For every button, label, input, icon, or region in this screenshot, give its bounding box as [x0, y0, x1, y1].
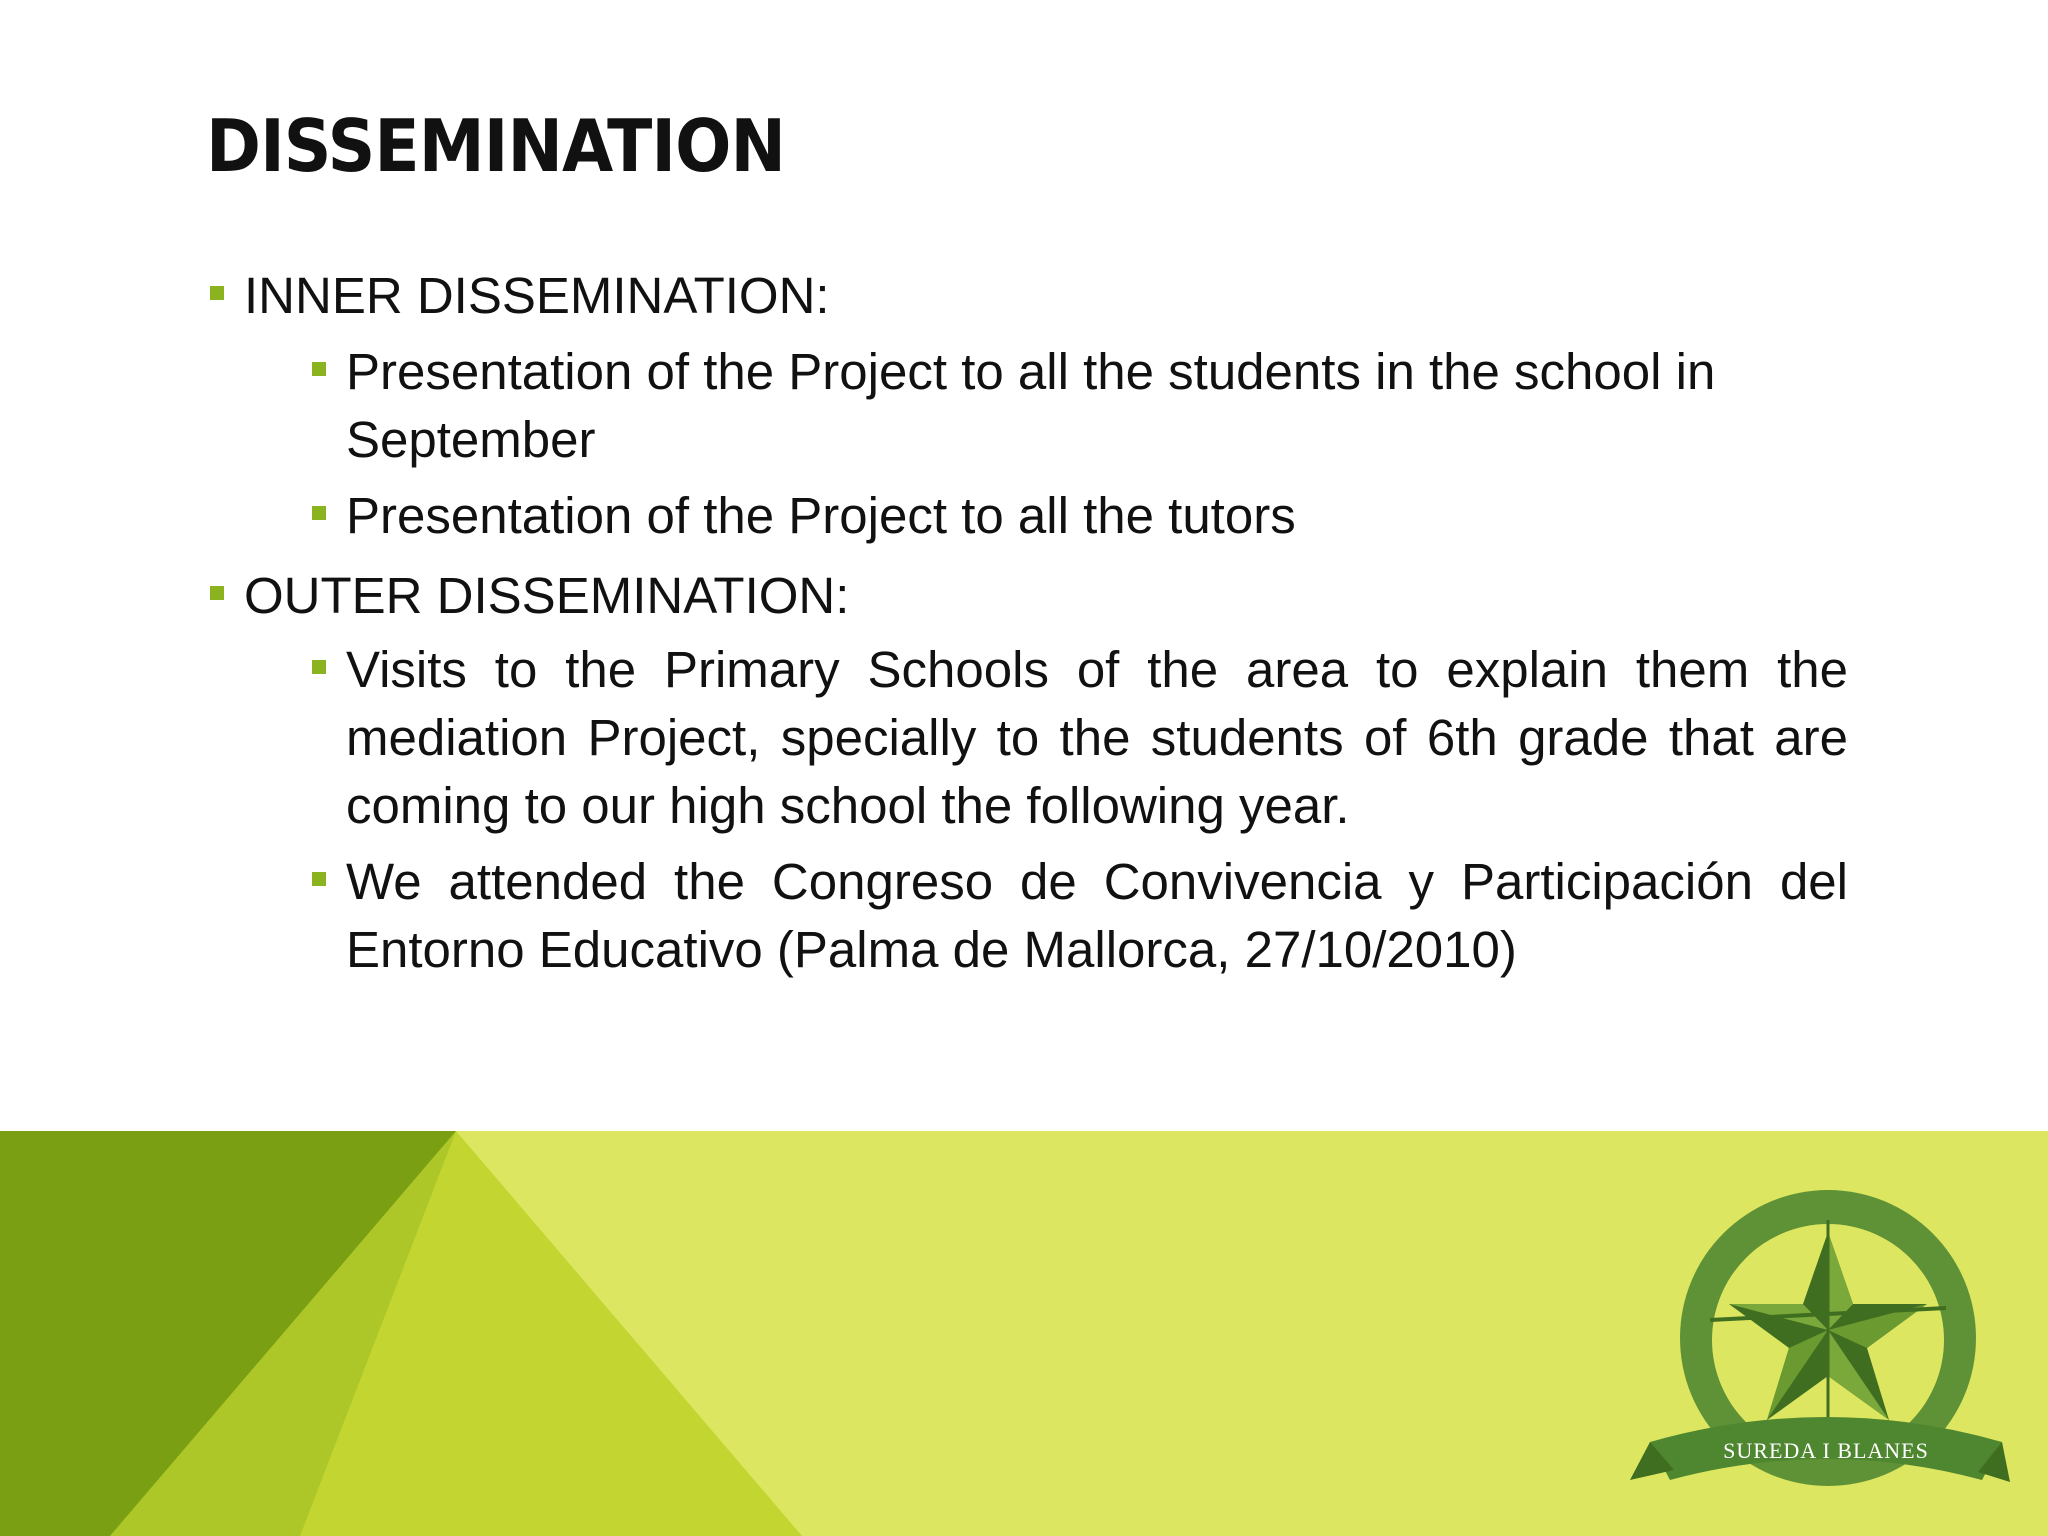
list-item: Presentation of the Project to all the students in the school in September — [346, 338, 1848, 474]
school-logo — [1630, 1180, 2010, 1526]
square-bullet-icon — [312, 872, 326, 886]
slide-title: DISSEMINATION — [206, 104, 786, 188]
square-bullet-icon — [312, 660, 326, 674]
section-inner-heading: INNER DISSEMINATION: — [244, 262, 1844, 330]
square-bullet-icon — [210, 286, 224, 300]
square-bullet-icon — [210, 586, 224, 600]
square-bullet-icon — [312, 362, 326, 376]
logo-text: SUREDA I BLANES — [1723, 1438, 1929, 1463]
section-outer-heading: OUTER DISSEMINATION: — [244, 562, 1844, 630]
list-item: We attended the Congreso de Convivencia y Participación del Entorno Educativo (Palma de Mallorca, 27/10/2010) — [346, 848, 1848, 984]
square-bullet-icon — [312, 506, 326, 520]
list-item: Visits to the Primary Schools of the area to explain them the mediation Project, specially to the students of 6th grade that are coming to our high school the following year. — [346, 636, 1848, 840]
list-item: Presentation of the Project to all the tutors — [346, 482, 1848, 550]
